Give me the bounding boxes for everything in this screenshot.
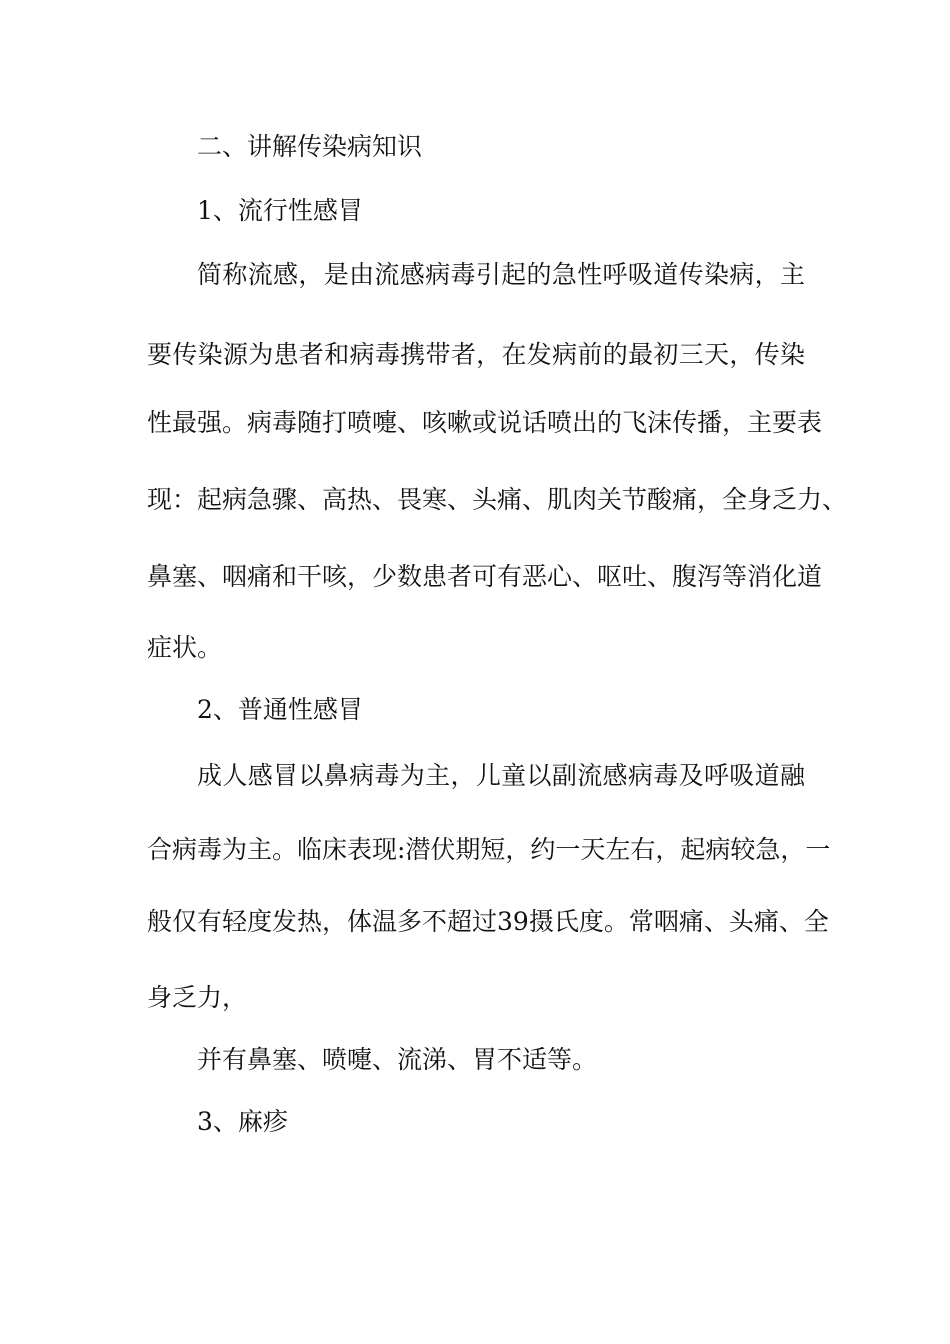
item-heading-measles: 3、麻疹 [197,1107,288,1136]
paragraph-line: 身乏力， [147,983,248,1012]
paragraph-line: 并有鼻塞、喷嚏、流涕、胃不适等。 [197,1045,598,1074]
item-heading-influenza: 1、流行性感冒 [197,196,363,225]
paragraph-line: 现：起病急骤、高热、畏寒、头痛、肌肉关节酸痛，全身乏力、 [147,485,848,514]
paragraph-line: 般仅有轻度发热，体温多不超过39摄氏度。常咽痛、头痛、全 [147,907,829,936]
item-heading-common-cold: 2、普通性感冒 [197,695,363,724]
paragraph-line: 鼻塞、咽痛和干咳，少数患者可有恶心、呕吐、腹泻等消化道 [147,562,823,591]
paragraph-line: 成人感冒以鼻病毒为主，儿童以副流感病毒及呼吸道融 [197,761,805,790]
paragraph-line: 合病毒为主。临床表现:潜伏期短，约一天左右，起病较急，一 [147,835,831,864]
paragraph-line: 症状。 [147,633,223,662]
section-heading: 二、讲解传染病知识 [197,132,423,161]
paragraph-line: 简称流感，是由流感病毒引起的急性呼吸道传染病，主 [197,260,805,289]
paragraph-line: 性最强。病毒随打喷嚏、咳嗽或说话喷出的飞沫传播，主要表 [147,408,823,437]
paragraph-line: 要传染源为患者和病毒携带者，在发病前的最初三天，传染 [147,340,805,369]
